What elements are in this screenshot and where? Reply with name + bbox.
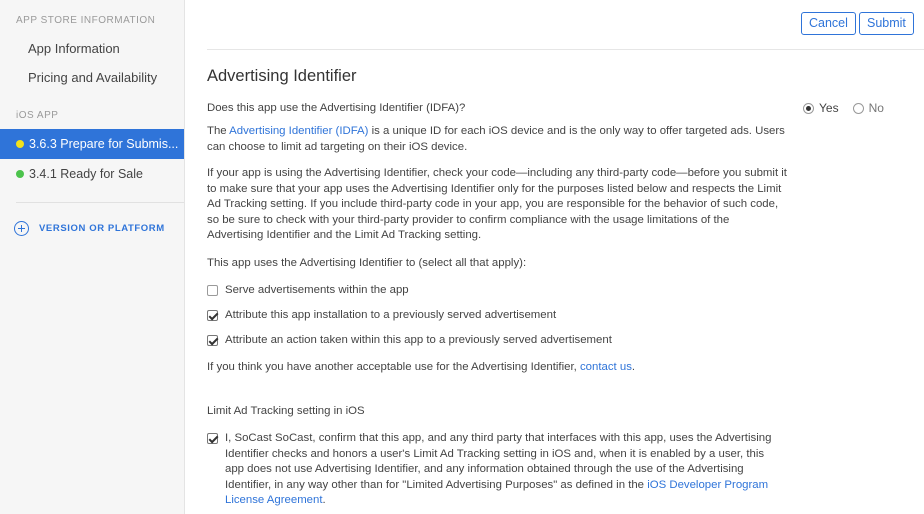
idfa-warning: If your app is using the Advertising Identifier, check your code—including any third-party code—before you submit it to make sure that your app uses the Advertising Identifier only for the purposes listed below and respects the Limit Ad Tracking setting. If you include third-party code in your app, you are responsible for the behavior of such code, so be sure to check with your third-party provider to confirm compliance with the usage limitations of the Advertising Identifier and the Limit Ad Tracking setting. xyxy=(207,167,787,241)
use-attribute-action-option[interactable] xyxy=(207,333,785,349)
use-attribute-install-option[interactable] xyxy=(207,308,785,324)
sidebar-version-3-4-1[interactable] xyxy=(0,159,184,189)
attribute-action-label[interactable]: Attribute an action taken within this app to a previously served advertisement xyxy=(225,334,612,346)
section-ios-app: iOS APP xyxy=(16,110,59,121)
sidebar-version-3-6-3[interactable] xyxy=(0,129,184,159)
no-radio-label[interactable]: No xyxy=(868,101,884,115)
page-title: Advertising Identifier xyxy=(207,67,357,85)
header-divider xyxy=(207,49,924,50)
intro-text-pre: The xyxy=(207,125,230,137)
confirm-checkbox[interactable] xyxy=(207,433,218,444)
sidebar-item-app-information[interactable]: App Information xyxy=(28,41,120,56)
license-agreement-link[interactable]: iOS Developer Program License Agreement xyxy=(225,478,769,506)
yes-radio[interactable] xyxy=(803,103,814,114)
confirm-text-body: I, SoCast SoCast, confirm that this app, and any third party that interfaces with this app, uses the Advertising Identifier checks and honors a user's Limit Ad Tracking setting in iOS and, when it is enabled by a user, this app does not use Advertising Identifier, and any information obtained through the use of the Advertising Identifier, in any way other than for "Limited Advertising Purposes" as defined in the xyxy=(225,432,772,491)
version-label: 3.6.3 Prepare for Submis... xyxy=(29,137,179,151)
attribute-action-checkbox[interactable] xyxy=(207,335,218,346)
yes-radio-label[interactable]: Yes xyxy=(819,101,839,115)
cancel-button[interactable]: Cancel xyxy=(801,12,856,35)
attribute-install-checkbox[interactable] xyxy=(207,310,218,321)
submit-button[interactable]: Submit xyxy=(859,12,914,35)
section-app-store-information: APP STORE INFORMATION xyxy=(16,15,156,26)
use-serve-ads-option[interactable] xyxy=(207,283,785,299)
contact-note xyxy=(207,360,787,376)
advertising-identifier-link[interactable]: Advertising Identifier (IDFA) xyxy=(229,125,369,137)
sidebar-item-pricing-availability[interactable]: Pricing and Availability xyxy=(28,70,158,85)
plus-circle-icon xyxy=(14,221,29,236)
contact-text-pre: If you think you have another acceptable use for the Advertising Identifier, xyxy=(207,361,580,373)
sidebar xyxy=(0,0,185,514)
contact-text-post: . xyxy=(631,361,636,373)
add-version-or-platform-button[interactable] xyxy=(14,221,165,236)
no-radio[interactable] xyxy=(853,103,864,114)
contact-us-link[interactable]: contact us xyxy=(579,361,632,373)
limit-ad-tracking-confirm-option[interactable] xyxy=(207,431,785,509)
add-platform-label: VERSION OR PLATFORM xyxy=(39,223,165,234)
attribute-install-label[interactable]: Attribute this app installation to a previously served advertisement xyxy=(225,309,557,321)
status-dot-icon xyxy=(16,140,24,148)
idfa-intro xyxy=(207,124,787,155)
idfa-radio-group xyxy=(803,101,898,115)
serve-ads-label[interactable]: Serve advertisements within the app xyxy=(225,284,409,296)
idfa-question: Does this app use the Advertising Identifier (IDFA)? xyxy=(207,102,466,114)
sidebar-divider xyxy=(16,202,184,203)
uses-heading: This app uses the Advertising Identifier to (select all that apply): xyxy=(207,257,527,269)
confirm-text-post: . xyxy=(322,494,326,506)
confirm-text xyxy=(225,431,785,509)
serve-ads-checkbox[interactable] xyxy=(207,285,218,296)
status-dot-icon xyxy=(16,170,24,178)
limit-ad-tracking-heading: Limit Ad Tracking setting in iOS xyxy=(207,405,365,417)
intro-text-post: is a unique ID for each iOS device and is the only way to offer targeted ads. Users can choose to limit ad targeting on their iOS device. xyxy=(207,125,785,153)
version-label: 3.4.1 Ready for Sale xyxy=(29,167,143,181)
